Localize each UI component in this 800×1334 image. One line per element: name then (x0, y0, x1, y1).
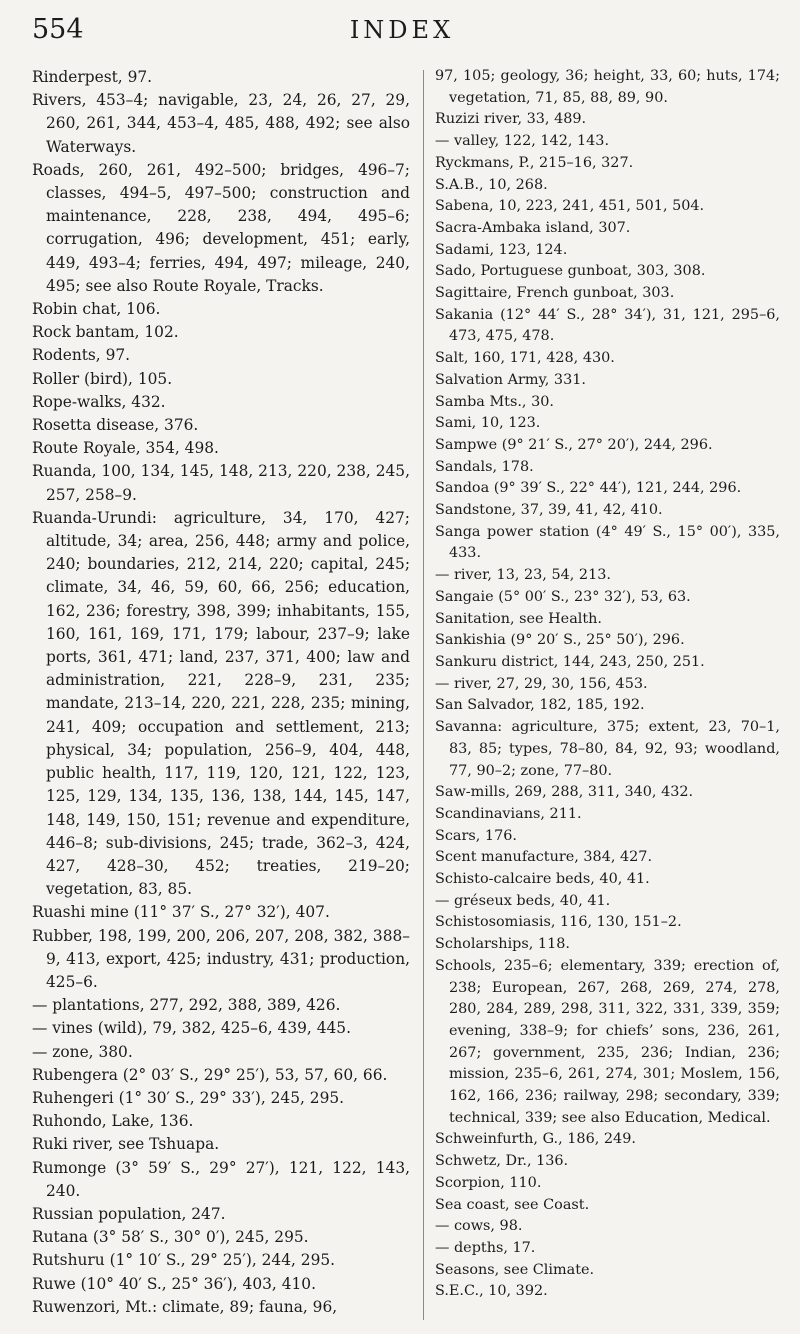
index-entry: Russian population, 247. (32, 1204, 226, 1223)
index-entry: Sanga power station (4° 49′ S., 15° 00′), 335, 433. (435, 523, 780, 562)
index-entry: Ruanda-Urundi: agriculture, 34, 170, 427; altitude, 34; area, 256, 448; army and police, 240; boundaries, 212, 214, 220; capital, 245; climate, 34, 46, 59, 60, 66, 256; education, 162, 236; forestry, 398, 399; inhabitants, 155, 160, 161, 169, 171, 179; labour, 237–9; lake ports, 361, 471; land, 237, 371, 400; law and administration, 221, 228–9, 231, 235; mandate, 213–14, 220, 221, 228, 235; mining, 241, 409; occupation and settlement, 213; physical, 34; population, 256–9, 404, 448, public health, 117, 119, 120, 121, 122, 123, 125, 129, 134, 135, 136, 138, 144, 145, 147, 148, 149, 150, 151; revenue and expenditure, 446–8; sub-divisions, 245; trade, 362–3, 424, 427, 428–30, 452; treaties, 219–20; vegetation, 83, 85. (32, 508, 410, 899)
index-entry: Roads, 260, 261, 492–500; bridges, 496–7; classes, 494–5, 497–500; construction and maintenance, 228, 238, 494, 495–6; corrugation, 496; development, 451; early, 449, 493–4; ferries, 494, 497; mileage, 240, 495; see also Route Royale, Tracks. (32, 160, 410, 295)
index-entry: Robin chat, 106. (32, 300, 161, 319)
index-entry: Ruanda, 100, 134, 145, 148, 213, 220, 238, 245, 257, 258–9. (32, 462, 410, 504)
index-entry: Scholarships, 118. (435, 936, 570, 953)
index-entry: Rodents, 97. (32, 346, 131, 365)
index-entry: Scars, 176. (435, 827, 517, 844)
index-entry: Roller (bird), 105. (32, 369, 173, 388)
index-entry: Scent manufacture, 384, 427. (435, 849, 653, 866)
index-entry: Rock bantam, 102. (32, 323, 179, 342)
index-entry: Sandoa (9° 39′ S., 22° 44′), 121, 244, 296. (435, 480, 742, 497)
index-entry: Sabena, 10, 223, 241, 451, 501, 504. (435, 198, 705, 215)
index-entry: Sankuru district, 144, 243, 250, 251. (435, 653, 705, 670)
index-entry: — river, 27, 29, 30, 156, 453. (435, 675, 648, 692)
index-entry: S.A.B., 10, 268. (435, 176, 548, 193)
index-entry: Sea coast, see Coast. (435, 1196, 590, 1213)
index-entry: Ruki river, see Tshuapa. (32, 1135, 220, 1154)
index-entry: Schwetz, Dr., 136. (435, 1153, 569, 1170)
index-column-left (32, 66, 410, 1319)
index-entry: Rosetta disease, 376. (32, 416, 199, 435)
running-head: INDEX (349, 16, 455, 44)
index-entry: — gréseux beds, 40, 41. (435, 892, 611, 909)
index-entry: — depths, 17. (435, 1239, 536, 1256)
index-entry: San Salvador, 182, 185, 192. (435, 697, 645, 714)
index-entry: Rubengera (2° 03′ S., 29° 25′), 53, 57, 60, 66. (32, 1065, 388, 1084)
index-entry: Sadami, 123, 124. (435, 241, 568, 258)
index-entry: Sakania (12° 44′ S., 28° 34′), 31, 121, 295–6, 473, 475, 478. (435, 306, 780, 345)
index-entry: — vines (wild), 79, 382, 425–6, 439, 445. (32, 1019, 351, 1038)
index-entry: Sankishia (9° 20′ S., 25° 50′), 296. (435, 632, 685, 649)
index-entry: Schisto-calcaire beds, 40, 41. (435, 871, 650, 888)
index-entry: Sado, Portuguese gunboat, 303, 308. (435, 263, 706, 280)
index-entry: Ruwe (10° 40′ S., 25° 36′), 403, 410. (32, 1274, 316, 1293)
index-entry: Sangaie (5° 00′ S., 23° 32′), 53, 63. (435, 588, 691, 605)
index-entry: Sandstone, 37, 39, 41, 42, 410. (435, 502, 663, 519)
index-entry: Samba Mts., 30. (435, 393, 554, 410)
index-entry: Route Royale, 354, 498. (32, 439, 219, 458)
index-entry: Sanitation, see Health. (435, 610, 603, 627)
page-header (32, 14, 772, 54)
index-entry: Sacra-Ambaka island, 307. (435, 219, 631, 236)
index-entry: Schweinfurth, G., 186, 249. (435, 1131, 636, 1148)
index-entry: Sagittaire, French gunboat, 303. (435, 285, 675, 302)
page-number: 554 (32, 14, 84, 45)
index-entry: Rumonge (3° 59′ S., 29° 27′), 121, 122, 143, 240. (32, 1158, 410, 1200)
index-entry: Ruhondo, Lake, 136. (32, 1112, 194, 1131)
index-entry: — cows, 98. (435, 1218, 523, 1235)
index-entry: — river, 13, 23, 54, 213. (435, 567, 611, 584)
index-entry: Scorpion, 110. (435, 1174, 542, 1191)
index-entry: Scandinavians, 211. (435, 805, 582, 822)
index-entry: 97, 105; geology, 36; height, 33, 60; huts, 174; vegetation, 71, 85, 88, 89, 90. (435, 68, 780, 106)
index-entry: Rinderpest, 97. (32, 68, 153, 86)
index-entry: Seasons, see Climate. (435, 1261, 595, 1278)
index-entry: Schools, 235–6; elementary, 339; erection of, 238; European, 267, 268, 269, 274, 278, 280, 284, 289, 298, 311, 322, 331, 339, 359; evening, 338–9; for chiefs’ sons, 236, 261, 267; government, 235, 236; Indian, 236; mission, 235–6, 261, 274, 301; Moslem, 156, 162, 166, 236; railway, 298; secondary, 339; technical, 339; see also Education, Medical. (435, 957, 780, 1126)
index-column-right (435, 66, 780, 1303)
index-entry: Sami, 10, 123. (435, 415, 541, 432)
index-entry: Ryckmans, P., 215–16, 327. (435, 154, 634, 171)
column-divider (423, 70, 424, 1320)
index-entry: Ruashi mine (11° 37′ S., 27° 32′), 407. (32, 903, 330, 922)
index-entry: Ruhengeri (1° 30′ S., 29° 33′), 245, 295. (32, 1088, 345, 1107)
index-entry: Rutshuru (1° 10′ S., 29° 25′), 244, 295. (32, 1251, 336, 1270)
index-entry: Rivers, 453–4; navigable, 23, 24, 26, 27, 29, 260, 261, 344, 453–4, 485, 488, 492; see also Waterways. (32, 91, 410, 156)
index-entry: Rutana (3° 58′ S., 30° 0′), 245, 295. (32, 1228, 309, 1247)
index-entry: — plantations, 277, 292, 388, 389, 426. (32, 996, 341, 1015)
index-entry: Rope-walks, 432. (32, 392, 166, 411)
index-entry: Salvation Army, 331. (435, 371, 586, 388)
index-entry: Salt, 160, 171, 428, 430. (435, 350, 615, 367)
index-entry: Sandals, 178. (435, 458, 534, 475)
index-entry: — valley, 122, 142, 143. (435, 133, 610, 150)
index-entry: Schistosomiasis, 116, 130, 151–2. (435, 914, 682, 931)
index-entry: Ruwenzori, Mt.: climate, 89; fauna, 96, (32, 1297, 338, 1316)
index-entry: S.E.C., 10, 392. (435, 1283, 548, 1300)
index-entry: — zone, 380. (32, 1042, 133, 1061)
index-entry: Saw-mills, 269, 288, 311, 340, 432. (435, 784, 694, 801)
index-entry: Ruzizi river, 33, 489. (435, 111, 587, 128)
index-entry: Rubber, 198, 199, 200, 206, 207, 208, 382, 388–9, 413, export, 425; industry, 431; production, 425–6. (32, 926, 410, 991)
index-entry: Savanna: agriculture, 375; extent, 23, 70–1, 83, 85; types, 78–80, 84, 92, 93; woodland, 77, 90–2; zone, 77–80. (435, 719, 780, 779)
index-entry: Sampwe (9° 21′ S., 27° 20′), 244, 296. (435, 436, 713, 453)
